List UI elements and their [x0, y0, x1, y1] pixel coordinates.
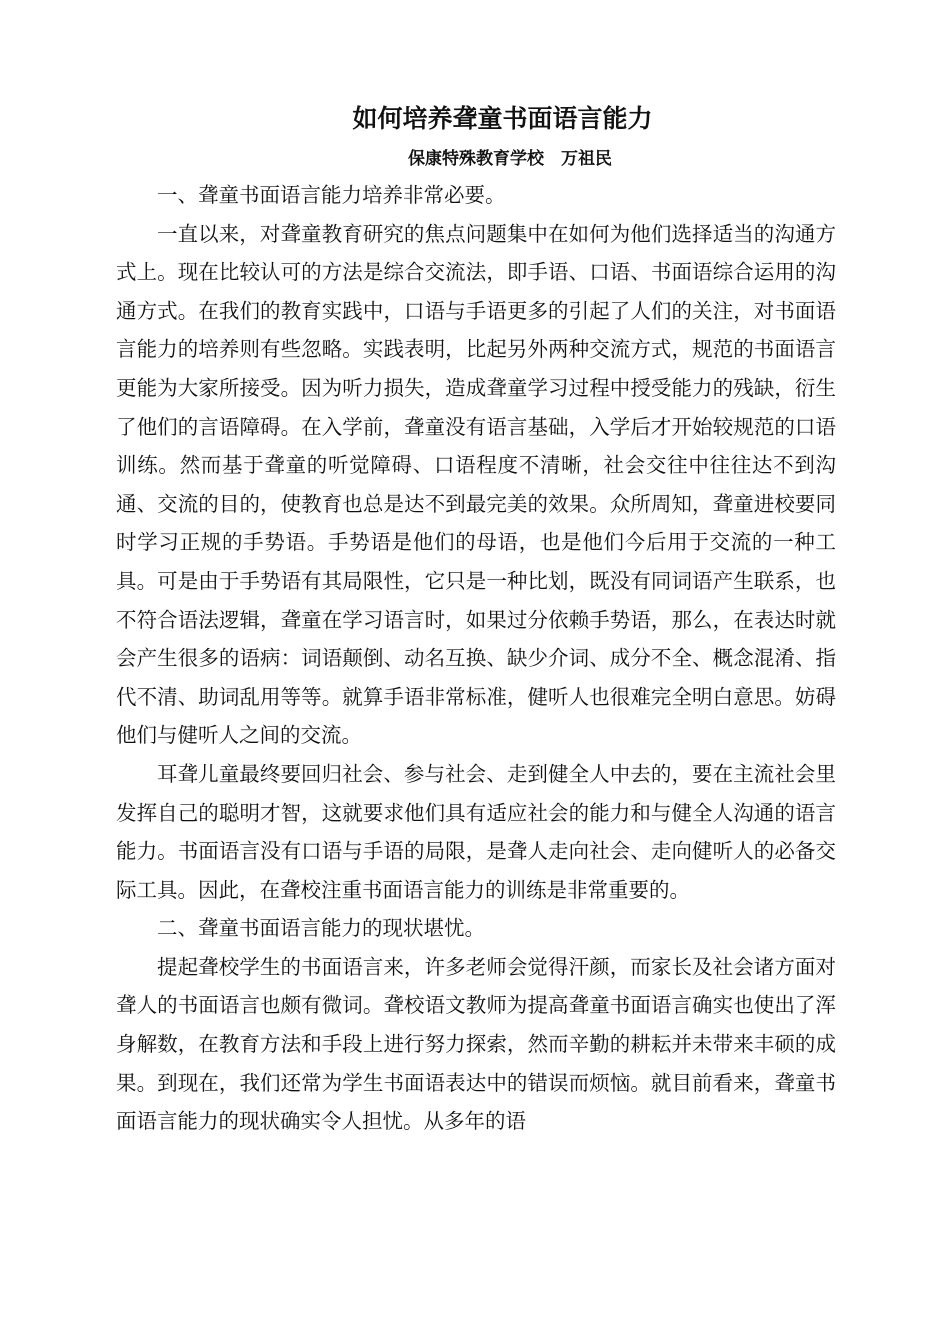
- document-body: [116, 176, 836, 1141]
- body-paragraph: 耳聋儿童最终要回归社会、参与社会、走到健全人中去的，要在主流社会里发挥自己的聪明才智，这就要求他们具有适应社会的能力和与健全人沟通的语言能力。书面语言没有口语与手语的局限，是聋人走向社会、走向健听人的必备交际工具。因此，在聋校注重书面语言能力的训练是非常重要的。: [116, 761, 836, 902]
- section-heading-2: 二、聋童书面语言能力的现状堪忧。: [157, 916, 485, 941]
- document-title: 如何培养聋童书面语言能力: [352, 104, 653, 133]
- body-paragraph: 一直以来，对聋童教育研究的焦点问题集中在如何为他们选择适当的沟通方式上。现在比较认可的方法是综合交流法，即手语、口语、书面语综合运用的沟通方式。在我们的教育实践中，口语与手语更多的引起了人们的关注，对书面语言能力的培养则有些忽略。实践表明，比起另外两种交流方式，规范的书面语言更能为大家所接受。因为听力损失，造成聋童学习过程中授受能力的残缺，衍生了他们的言语障碍。在入学前，聋童没有语言基础，入学后才开始较规范的口语训练。然而基于聋童的听觉障碍、口语程度不清晰，社会交往中往往达不到沟通、交流的目的，使教育也总是达不到最完美的效果。众所周知，聋童进校要同时学习正规的手势语。手势语是他们的母语，也是他们今后用于交流的一种工具。可是由于手势语有其局限性，它只是一种比划，既没有同词语产生联系，也不符合语法逻辑，聋童在学习语言时，如果过分依赖手势语，那么，在表达时就会产生很多的语病：词语颠倒、动名互换、缺少介词、成分不全、概念混淆、指代不清、助词乱用等等。就算手语非常标准，健听人也很难完全明白意思。妨碍他们与健听人之间的交流。: [116, 221, 836, 748]
- section-heading-1: 一、聋童书面语言能力培养非常必要。: [157, 183, 506, 207]
- body-paragraph: 提起聋校学生的书面语言来，许多老师会觉得汗颜，而家长及社会诸方面对聋人的书面语言也颇有微词。聋校语文教师为提高聋童书面语言确实也使出了浑身解数，在教育方法和手段上进行努力探索，然而辛勤的耕耘并未带来丰硕的成果。到现在，我们还常为学生书面语表达中的错误而烦恼。就目前看来，聋童书面语言能力的现状确实令人担忧。从多年的语: [116, 954, 836, 1134]
- author-byline: 保康特殊教育学校 万祖民: [408, 149, 612, 169]
